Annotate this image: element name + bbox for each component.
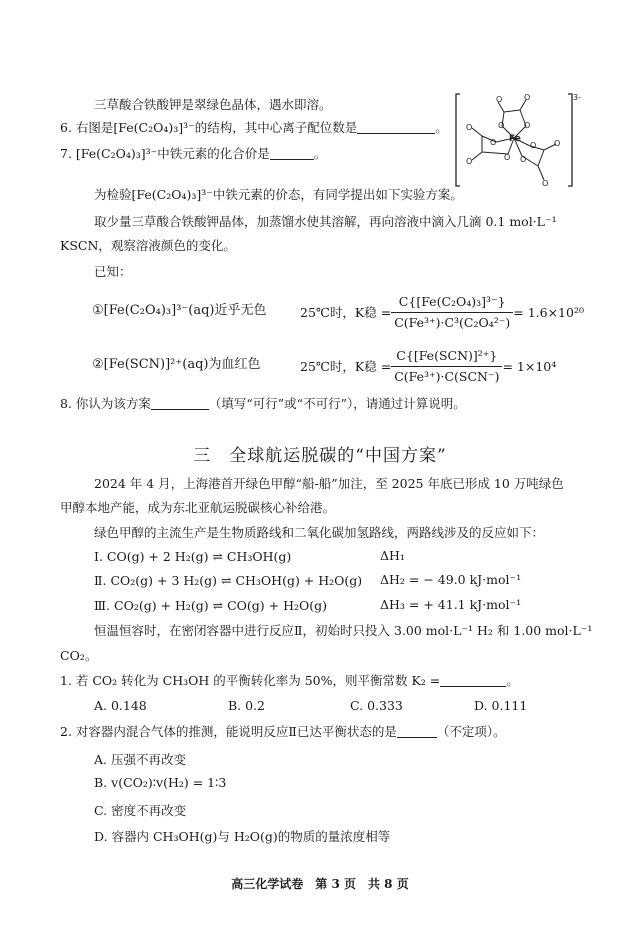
section-3-title: 三 全球航运脱碳的“中国方案”: [193, 446, 447, 466]
q1-option-b[interactable]: B. 0.2: [228, 698, 266, 713]
q1-option-c[interactable]: C. 0.333: [350, 698, 403, 713]
experiment-p1: 为检验[Fe(C₂O₄)₃]³⁻中铁元素的价态，有同学提出如下实验方案。: [94, 187, 463, 202]
reaction-1-dh: ΔH₁: [380, 548, 405, 563]
section3-question-1: [60, 672, 519, 690]
intro-text: 三草酸合铁酸钾是翠绿色晶体，遇水即溶。: [94, 97, 332, 112]
eq2-expression: [300, 338, 556, 394]
eq2-numerator: C{[Fe(SCN)]²⁺}: [391, 346, 502, 367]
question-6: [60, 119, 448, 137]
reaction-2: Ⅱ. CO₂(g) + 3 H₂(g) ⇌ CH₃OH(g) + H₂O(g): [94, 573, 363, 588]
svg-text:O: O: [524, 121, 531, 130]
structure-svg: [452, 90, 584, 190]
question-2-end: （不定项）。: [436, 724, 506, 739]
section3-question-2: [60, 723, 506, 741]
question-6-text: 6. 右图是[Fe(C₂O₄)₃]³⁻的结构，其中心离子配位数是: [60, 120, 358, 135]
svg-text:O: O: [466, 157, 473, 166]
svg-text:O: O: [498, 121, 505, 130]
experiment-p2a: 取少量三草酸合铁酸钾晶体，加蒸馏水使其溶解，再向溶液中滴入几滴 0.1 mol·L⁻¹: [94, 214, 557, 229]
question-7-text: 7. [Fe(C₂O₄)₃]³⁻中铁元素的化合价是: [60, 146, 270, 161]
question-7-end: 。: [313, 146, 327, 161]
question-2-blank[interactable]: [397, 723, 437, 738]
question-6-end: 。: [435, 120, 448, 135]
known-label: 已知：: [94, 264, 132, 279]
eq1-condition: 25℃时，K稳 =: [300, 305, 392, 320]
question-8-text: 8. 你认为该方案: [60, 396, 151, 411]
reaction-3: Ⅲ. CO₂(g) + H₂(g) ⇌ CO(g) + H₂O(g): [94, 598, 327, 613]
section3-p2: 绿色甲醇的主流生产是生物质路线和二氧化碳加氢路线，两路线涉及的反应如下：: [94, 525, 545, 540]
eq1-expression: [300, 284, 584, 340]
eq2-left: ②[Fe(SCN)]²⁺(aq)为血红色: [92, 357, 261, 372]
eq2-condition: 25℃时，K稳 =: [300, 359, 392, 374]
eq1-fraction: [391, 292, 513, 333]
experiment-p2b: KSCN，观察溶液颜色的变化。: [60, 238, 236, 253]
structure-center-label: Fe: [509, 134, 521, 144]
question-6-blank[interactable]: [357, 119, 435, 134]
eq2-fraction: [391, 346, 502, 387]
section3-p3b: CO₂。: [60, 648, 98, 663]
section3-p1a: 2024 年 4 月，上海港首开绿色甲醇“船-船”加注，至 2025 年底已形成 10 万吨绿色: [94, 476, 564, 491]
question-8-end: （填写“可行”或“不可行”），请通过计算说明。: [208, 396, 466, 411]
question-7: [60, 145, 326, 163]
svg-text:O: O: [504, 153, 511, 162]
svg-text:O: O: [542, 179, 549, 188]
eq2-value: = 1×10⁴: [502, 358, 557, 374]
eq2-denominator: C(Fe³⁺)·C(SCN⁻): [394, 368, 500, 384]
question-8: [60, 395, 466, 413]
q2-option-a[interactable]: A. 压强不再改变: [94, 752, 186, 767]
svg-text:O: O: [466, 123, 473, 132]
eq1-left: ①[Fe(C₂O₄)₃]³⁻(aq)近乎无色: [92, 303, 267, 318]
complex-structure-diagram: [452, 90, 584, 190]
structure-charge-label: 3-: [573, 93, 581, 102]
question-1-end: 。: [506, 673, 519, 688]
question-2-text: 2. 对容器内混合气体的推测，能说明反应Ⅱ已达平衡状态的是: [60, 724, 397, 739]
question-1-blank[interactable]: [440, 672, 506, 687]
q2-option-c[interactable]: C. 密度不再改变: [94, 803, 187, 818]
reaction-2-dh: ΔH₂ = − 49.0 kJ·mol⁻¹: [380, 572, 522, 587]
q2-option-b[interactable]: B. v(CO₂)∶v(H₂) = 1∶3: [94, 775, 227, 790]
q2-option-d[interactable]: D. 容器内 CH₃OH(g)与 H₂O(g)的物质的量浓度相等: [94, 829, 391, 844]
page-footer: 高三化学试卷 第 3 页 共 8 页: [231, 877, 409, 891]
reaction-3-dh: ΔH₃ = + 41.1 kJ·mol⁻¹: [380, 597, 522, 612]
q1-option-d[interactable]: D. 0.111: [474, 698, 528, 713]
svg-text:O: O: [520, 155, 527, 164]
svg-text:O: O: [524, 93, 531, 102]
question-1-text: 1. 若 CO₂ 转化为 CH₃OH 的平衡转化率为 50%，则平衡常数 K₂ =: [60, 673, 441, 688]
svg-text:O: O: [496, 95, 503, 104]
question-7-blank[interactable]: [270, 145, 314, 160]
svg-text:O: O: [554, 139, 561, 148]
reaction-1: Ⅰ. CO(g) + 2 H₂(g) ⇌ CH₃OH(g): [94, 549, 292, 564]
section3-p3a: 恒温恒容时，在密闭容器中进行反应Ⅱ，初始时只投入 3.00 mol·L⁻¹ H₂ 和 1.00 mol·L⁻¹: [94, 623, 593, 638]
q1-option-a[interactable]: A. 0.148: [94, 698, 147, 713]
eq1-denominator: C(Fe³⁺)·C³(C₂O₄²⁻): [394, 314, 511, 330]
svg-text:O: O: [530, 141, 537, 150]
svg-text:O: O: [490, 138, 497, 147]
eq1-numerator: C{[Fe(C₂O₄)₃]³⁻}: [391, 292, 513, 313]
eq1-value: = 1.6×10²⁰: [513, 304, 584, 320]
section3-p1b: 甲醇本地产能，成为东北亚航运脱碳核心补给港。: [60, 500, 336, 515]
question-8-blank[interactable]: [151, 395, 209, 410]
